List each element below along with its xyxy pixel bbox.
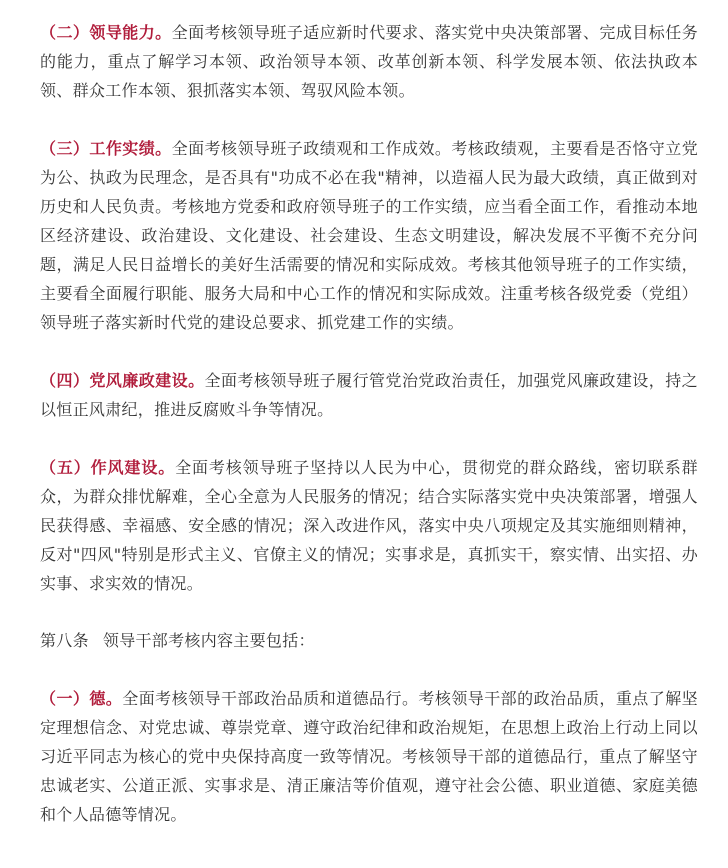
section-work-style [40, 453, 698, 598]
section-heading: （三）工作实绩。 [40, 139, 172, 158]
section-work-performance [40, 134, 698, 337]
paragraph-spacer [40, 105, 698, 134]
paragraph-spacer [40, 655, 698, 684]
section-body: 全面考核领导班子坚持以人民为中心，贯彻党的群众路线，密切联系群众，为群众排忧解难，全心全意为人民服务的情况；结合实际落实党中央决策部署，增强人民获得感、幸福感、安全感的情况；深入改进作风，落实中央八项规定及其实施细则精神，反对"四风"特别是形式主义、官僚主义的情况；实事求是，真抓实干，察实情、出实招、办实事、求实效的情况。 [40, 458, 698, 593]
section-body: 全面考核领导班子适应新时代要求、落实党中央决策部署、完成目标任务的能力，重点了解学习本领、政治领导本领、改革创新本领、科学发展本领、依法执政本领、群众工作本领、狠抓落实本领、驾驭风险本领。 [40, 23, 698, 100]
section-body: 全面考核领导班子政绩观和工作成效。考核政绩观，主要看是否恪守立党为公、执政为民理念，是否具有"功成不必在我"精神，以造福人民为最大政绩，真正做到对历史和人民负责。考核地方党委和政府领导班子的工作实绩，应当看全面工作，看推动本地区经济建设、政治建设、文化建设、社会建设、生态文明建设，解决发展不平衡不充分问题，满足人民日益增长的美好生活需要的情况和实际成效。考核其他领导班子的工作实绩，主要看全面履行职能、服务大局和中心工作的情况和实际成效。注重考核各级党委（党组）领导班子落实新时代党的建设总要求、抓党建工作的实绩。 [40, 139, 698, 332]
paragraph-spacer [40, 424, 698, 453]
section-heading: （五）作风建设。 [40, 458, 176, 477]
document-body [40, 18, 698, 829]
section-heading: （四）党风廉政建设。 [40, 371, 205, 390]
section-body: 全面考核领导干部政治品质和道德品行。考核领导干部的政治品质，重点了解坚定理想信念、对党忠诚、尊崇党章、遵守政治纪律和政治规矩，在思想上政治上行动上同以习近平同志为核心的党中央保持高度一致等情况。考核领导干部的道德品行，重点了解坚守忠诚老实、公道正派、实事求是、清正廉洁等价值观，遵守社会公德、职业道德、家庭美德和个人品德等情况。 [40, 689, 698, 824]
paragraph-spacer [40, 598, 698, 626]
paragraph-spacer [40, 337, 698, 366]
article-eight [40, 626, 698, 655]
article-text: 领导干部考核内容主要包括： [102, 631, 315, 650]
section-heading: （一）德。 [40, 689, 123, 708]
section-clean-governance [40, 366, 698, 424]
article-number: 第八条 [40, 631, 89, 650]
section-body: 全面考核领导班子履行管党治党政治责任，加强党风廉政建设，持之以恒正风肃纪，推进反腐败斗争等情况。 [40, 371, 698, 419]
section-leadership-ability [40, 18, 698, 105]
section-morality [40, 684, 698, 829]
section-heading: （二）领导能力。 [40, 23, 172, 42]
